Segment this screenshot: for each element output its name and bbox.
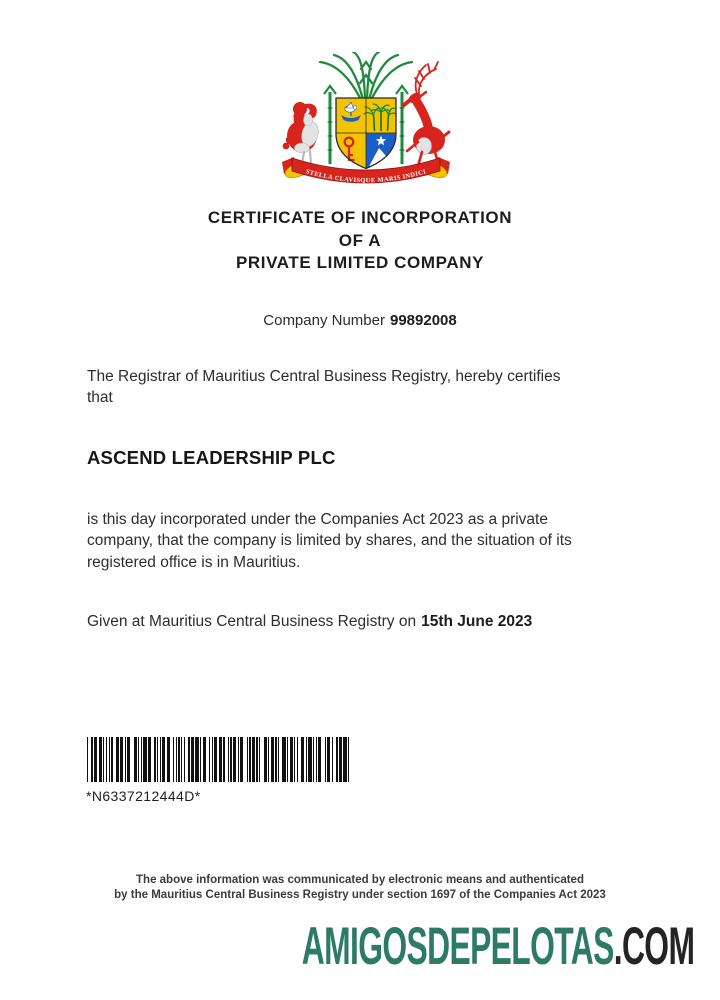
certifies-line-1: The Registrar of Mauritius Central Business Registry, hereby certifies <box>87 368 561 385</box>
shield-icon <box>336 98 396 169</box>
title-line-3: PRIVATE LIMITED COMPANY <box>235 253 485 272</box>
given-at-line <box>87 613 532 631</box>
motto-text: STELLA CLAVISQUE MARIS INDICI <box>305 168 427 185</box>
given-date: 15th June 2023 <box>421 613 533 630</box>
dodo-supporter-icon <box>283 102 321 165</box>
certifies-paragraph <box>87 366 647 409</box>
certifies-line-2: that <box>87 389 113 407</box>
title-line-2: OF A <box>338 230 382 250</box>
footer-line-1: The above information was communicated by electronic means and authenticated <box>136 874 584 886</box>
deer-supporter-icon <box>404 62 449 166</box>
company-number-value: 99892008 <box>389 312 457 329</box>
certificate-title <box>0 207 720 275</box>
company-name: ASCEND LEADERSHIP PLC <box>87 447 336 468</box>
incorporation-line-1: is this day incorporated under the Companies Act 2023 as a private <box>87 511 548 528</box>
given-at-prefix: Given at Mauritius Central Business Registry on <box>87 613 417 630</box>
company-number-line <box>0 312 720 329</box>
footer-note <box>0 873 720 903</box>
footer-line-2: by the Mauritius Central Business Registry under section 1697 of the Companies Act 2023 <box>114 889 606 901</box>
incorporation-paragraph <box>87 509 647 573</box>
barcode <box>87 737 351 782</box>
company-number-label: Company Number <box>263 312 385 329</box>
title-line-1: CERTIFICATE OF INCORPORATION <box>207 208 513 227</box>
watermark <box>301 917 694 976</box>
watermark-tld: .COM <box>613 917 694 976</box>
watermark-site-name: AMIGOSDEPELOTAS <box>301 917 614 976</box>
incorporation-line-3: registered office is in Mauritius. <box>87 553 301 571</box>
mauritius-coat-of-arms-icon <box>278 52 454 192</box>
barcode-value: *N6337212444D* <box>86 788 201 804</box>
incorporation-line-2: company, that the company is limited by shares, and the situation of its <box>87 532 572 550</box>
